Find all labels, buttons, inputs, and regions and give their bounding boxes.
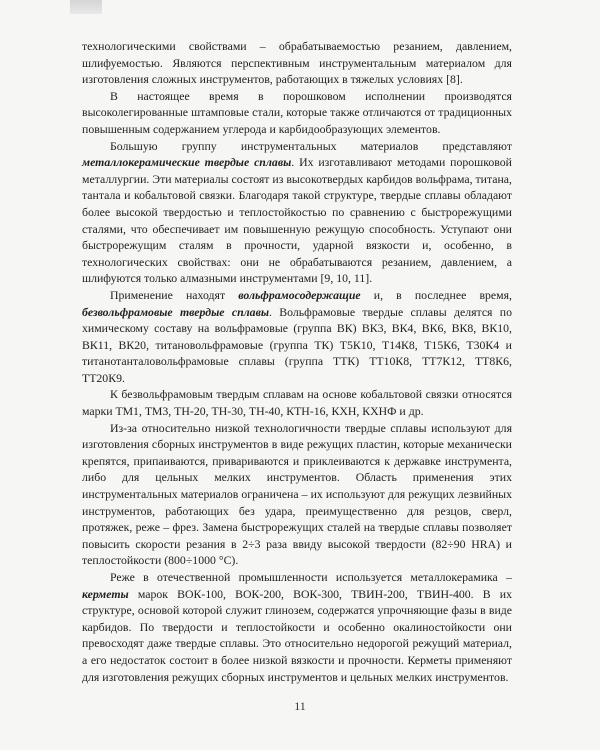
paragraph-text: технологическими свойствами – обрабатываемостью резанием, давлением, шлифуемостью. Являются перспективным инструментальным материалом для изготовления сложных инструментов, работающих в тяжелых условиях [8]. [82, 39, 512, 87]
paragraph-text: Большую группу инструментальных материалов представляют [110, 138, 512, 153]
scan-artifact [70, 0, 102, 14]
emphasized-term: вольфрамосодержащие [238, 287, 361, 302]
paragraph-text: и, в последнее время, [360, 287, 513, 302]
emphasized-term: безвольфрамовые твердые сплавы [82, 304, 270, 319]
paragraph [82, 138, 512, 287]
paragraph [82, 386, 512, 419]
paragraph [82, 38, 512, 88]
emphasized-term: металлокерамические твердые сплавы [82, 155, 292, 170]
emphasized-term: керметы [82, 586, 129, 601]
paragraph-text: марок ВОК-100, ВОК-200, ВОК-300, ТВИН-200, ТВИН-400. В их структуре, основой которой служит глинозем, содержатся упрочняющие фазы в виде карбидов. По твердости и теплостойкости и особенно окалиностойкости они превосходят даже твердые сплавы. Это относительно недорогой режущий материал, а его недостаток состоит в более низкой вязкости и прочности. Керметы применяют для изготовления режущих сборных инструментов и цельных мелких инструментов. [82, 586, 512, 684]
paragraph [82, 569, 512, 685]
paragraph-text: . Вольфрамовые твердые сплавы делятся по химическому составу на вольфрамовые (группа ВК) ВК3, ВК4, ВК6, ВК8, ВК10, ВК11, ВК20, титановольфрамовые (группа ТК) Т5К10, Т14К8, Т15К6, Т30К4 и титанотанталовольфрамовые сплавы (группа ТТК) ТТ10К8, ТТ7К12, ТТ8К6, ТТ20К9. [82, 304, 513, 385]
paragraph [82, 88, 512, 138]
page-number: 11 [294, 699, 306, 713]
paragraph-text: Применение находят [110, 287, 239, 302]
paragraph-text: Из-за относительно низкой технологичности твердые сплавы используют для изготовления сборных инструментов в виде режущих пластин, которые механически крепятся, припаиваются, привариваются и приклеиваются к державке инструмента, либо для цельных мелких инструментов. Область применения этих инструментальных материалов ограничена – их используют для режущих лезвийных инструментов, работающих без удара, преимущественно для резцов, сверл, протяжек, реже – фрез. Замена быстрорежущих сталей на твердые сплавы позволяет повысить скорости резания в 2÷3 раза ввиду высокой твердости (82÷90 HRA) и теплостойкости (800÷1000 °C). [82, 420, 512, 568]
body-text [82, 38, 512, 685]
paragraph-text: К безвольфрамовым твердым сплавам на основе кобальтовой связки относятся марки ТМ1, ТМ3, ТН-20, ТН-30, ТН-40, КТН-16, КХН, КХНФ и др. [82, 387, 512, 419]
paragraph-text: . Их изготавливают методами порошковой металлургии. Эти материалы состоят из высокотвердых карбидов вольфрама, титана, тантала и кобальтовой связки. Благодаря такой структуре, твердые сплавы обладают более высокой твердостью и теплостойкостью по сравнению с быстрорежущими сталями, что обеспечивает им повышенную режущую способность. Уступают они быстрорежущим сталям в прочности, ударной вязкости и, особенно, в технологических свойствах: они не обрабатываются резанием, давлением, а шлифуются только алмазными инструментами [9, 10, 11]. [82, 155, 512, 286]
paragraph [82, 287, 512, 387]
paragraph-text: Реже в отечественной промышленности используется металлокерамика – [110, 570, 512, 584]
paragraph-text: В настоящее время в порошковом исполнении производятся высоколегированные штамповые стали, которые также отличаются от традиционных повышенным содержанием углерода и карбидообразующих элементов. [82, 88, 512, 136]
paragraph [82, 420, 512, 569]
